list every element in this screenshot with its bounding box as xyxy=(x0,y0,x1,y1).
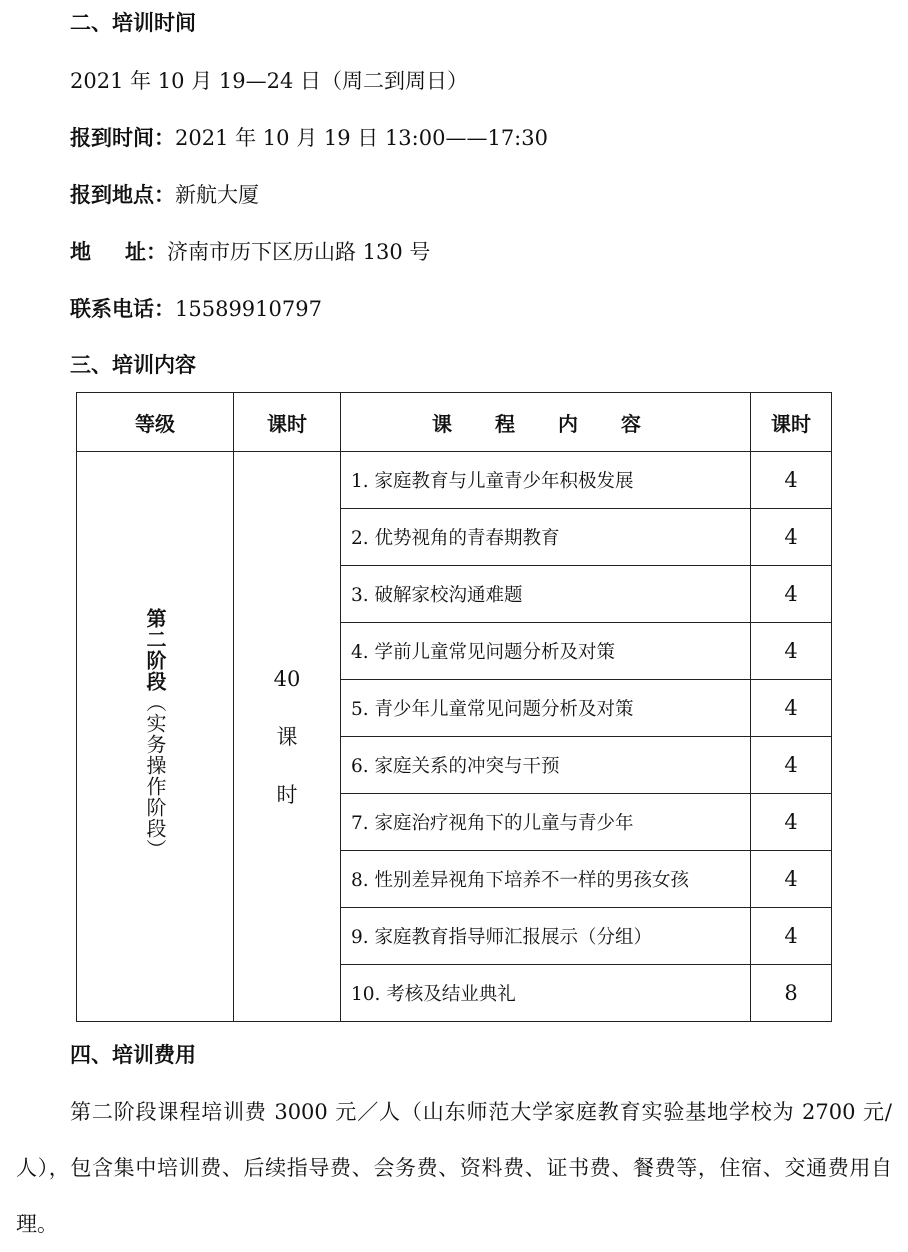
course-item: 2. 优势视角的青春期教育 xyxy=(341,509,751,566)
course-item: 10. 考核及结业典礼 xyxy=(341,965,751,1022)
section-4-heading: 四、培训费用 xyxy=(70,1043,196,1067)
course-hours: 8 xyxy=(751,965,832,1022)
section-3-heading: 三、培训内容 xyxy=(70,353,196,377)
stage-cell xyxy=(77,452,234,1022)
table-header-row xyxy=(77,393,832,452)
address-label-char-2: 址： xyxy=(125,240,167,264)
course-item: 9. 家庭教育指导师汇报展示（分组） xyxy=(341,908,751,965)
stage-subtitle: （实务操作阶段） xyxy=(143,692,167,860)
address-value: 济南市历下区历山路 130 号 xyxy=(167,240,431,264)
course-item: 5. 青少年儿童常见问题分析及对策 xyxy=(341,680,751,737)
phone-line xyxy=(70,294,322,324)
table-row xyxy=(77,452,832,509)
address-label xyxy=(70,240,167,264)
report-time-line xyxy=(70,123,548,153)
course-hours: 4 xyxy=(751,509,832,566)
phone-label: 联系电话： xyxy=(70,297,175,321)
header-content: 课 程 内 容 xyxy=(341,393,751,452)
course-item: 1. 家庭教育与儿童青少年积极发展 xyxy=(341,452,751,509)
total-hours-char-2: 时 xyxy=(276,782,298,807)
course-hours: 4 xyxy=(751,623,832,680)
course-hours: 4 xyxy=(751,452,832,509)
course-hours: 4 xyxy=(751,680,832,737)
course-item: 7. 家庭治疗视角下的儿童与青少年 xyxy=(341,794,751,851)
header-hours: 课时 xyxy=(234,393,341,452)
course-item: 4. 学前儿童常见问题分析及对策 xyxy=(341,623,751,680)
course-item: 3. 破解家校沟通难题 xyxy=(341,566,751,623)
course-item: 8. 性别差异视角下培养不一样的男孩女孩 xyxy=(341,851,751,908)
report-place-value: 新航大厦 xyxy=(175,183,259,207)
course-table xyxy=(76,392,832,1022)
header-level: 等级 xyxy=(77,393,234,452)
total-hours-char-1: 课 xyxy=(276,724,298,749)
course-hours: 4 xyxy=(751,566,832,623)
report-time-label: 报到时间： xyxy=(70,126,175,150)
address-line xyxy=(70,237,430,267)
course-hours: 4 xyxy=(751,794,832,851)
stage-name: 第二阶段 xyxy=(143,608,167,692)
report-time-value: 2021 年 10 月 19 日 13:00——17:30 xyxy=(175,126,548,150)
phone-value: 15589910797 xyxy=(175,297,322,321)
course-hours: 4 xyxy=(751,851,832,908)
total-hours-number: 40 xyxy=(273,666,301,691)
course-item: 6. 家庭关系的冲突与干预 xyxy=(341,737,751,794)
report-place-line xyxy=(70,180,259,210)
fee-paragraph: 第二阶段课程培训费 3000 元／人（山东师范大学家庭教育实验基地学校为 2700 元/人），包含集中培训费、后续指导费、会务费、资料费、证书费、餐费等，住宿、交通费用自理。 xyxy=(16,1100,892,1236)
course-hours: 4 xyxy=(751,908,832,965)
report-place-label: 报到地点： xyxy=(70,183,175,207)
address-label-char-1: 地 xyxy=(70,240,91,264)
course-hours: 4 xyxy=(751,737,832,794)
total-hours-cell xyxy=(234,452,341,1022)
header-item-hours: 课时 xyxy=(751,393,832,452)
training-dates: 2021 年 10 月 19—24 日（周二到周日） xyxy=(70,69,468,93)
section-2-heading: 二、培训时间 xyxy=(70,11,196,35)
stage-label xyxy=(142,608,168,860)
